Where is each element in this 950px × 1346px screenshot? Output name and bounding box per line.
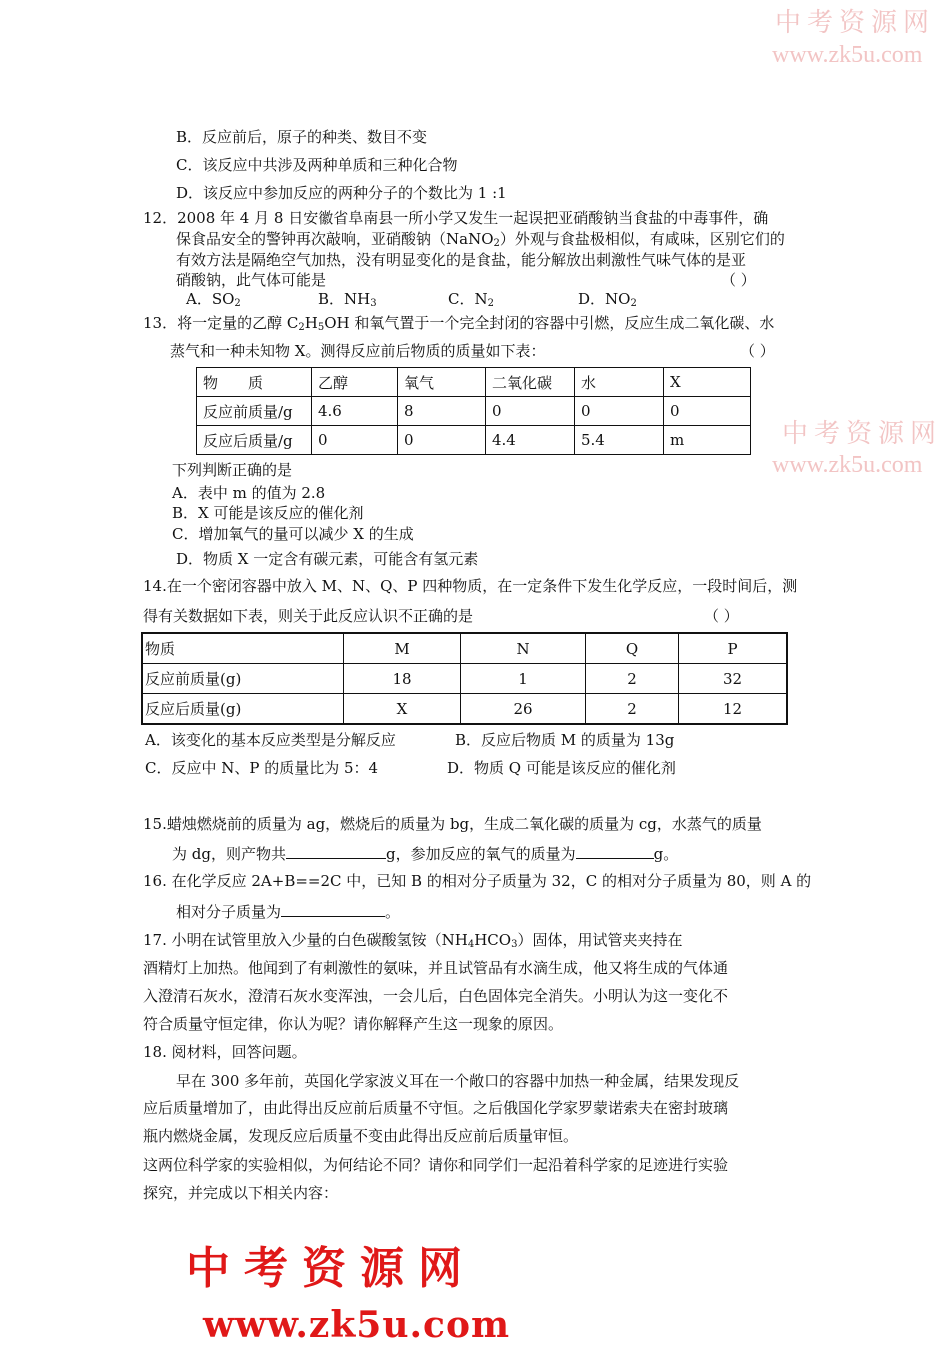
q14-option-c: C．反应中 N、P 的质量比为 5：4 <box>145 759 379 777</box>
table-cell: 反应后质量/g <box>197 426 312 455</box>
table-row <box>197 426 751 455</box>
q18-line-2: 早在 300 多年前，英国化学家波义耳在一个敞口的容器中加热一种金属，结果发现反 <box>176 1072 740 1090</box>
table-cell: 2 <box>586 694 679 725</box>
q16-line-1: 16. 在化学反应 2A+B==2C 中，已知 B 的相对分子质量为 32，C 的相对分子质量为 80，则 A 的 <box>143 872 812 890</box>
q12-line-3: 有效方法是隔绝空气加热，没有明显变化的是食盐，能分解放出刺激性气味气体的是亚 <box>176 251 747 269</box>
table-cell: 氧气 <box>398 368 486 397</box>
table-cell: 物质 <box>142 633 344 664</box>
watermark-url-top: www.zk5u.com <box>772 42 923 68</box>
q18-line-1: 18. 阅材料，回答问题。 <box>143 1043 307 1061</box>
q12-option-a: A．$SO_2$ <box>186 290 241 309</box>
table-cell: M <box>344 633 461 664</box>
table-cell: 反应前质量/g <box>197 397 312 426</box>
table-row <box>142 664 787 694</box>
q18-line-5: 这两位科学家的实验相似，为何结论不同？请你和同学们一起沿着科学家的足迹进行实验 <box>143 1156 729 1174</box>
q14-option-a: A．该变化的基本反应类型是分解反应 <box>145 731 396 749</box>
table-cell: 0 <box>398 426 486 455</box>
table-cell: 26 <box>461 694 586 725</box>
q17-line-3: 入澄清石灰水，澄清石灰水变浑浊，一会儿后，白色固体完全消失。小明认为这一变化不 <box>143 987 729 1005</box>
footer-logo-cn: 中考资源网 <box>186 1243 476 1294</box>
table-cell: 4.4 <box>486 426 575 455</box>
q13-option-c: C．增加氧气的量可以减少 X 的生成 <box>172 525 414 543</box>
q12-option-b: B．$NH_3$ <box>318 290 377 309</box>
q12-line-2: 保食品安全的警钟再次敲响，亚硝酸钠（NaNO$_2$）外观与食盐极相似，有咸味，区别它们的 <box>176 230 785 249</box>
table-cell: X <box>664 368 751 397</box>
q14-option-d: D．物质 Q 可能是该反应的催化剂 <box>447 759 676 777</box>
q13-answer-paren: （ ） <box>740 342 775 360</box>
q13-option-b: B．X 可能是该反应的催化剂 <box>172 504 364 522</box>
table-cell: 乙醇 <box>312 368 398 397</box>
q13-prompt: 下列判断正确的是 <box>172 461 293 479</box>
watermark-cn-mid: 中考资源网 <box>782 419 943 448</box>
q12-line-1: 12．2008 年 4 月 8 日安徽省阜南县一所小学又发生一起误把亚硝酸钠当食盐的中毒事件，确 <box>143 209 769 227</box>
q13-mass-table <box>196 367 751 455</box>
table-cell: 12 <box>679 694 788 725</box>
table-cell: N <box>461 633 586 664</box>
q16-answer-blank[interactable] <box>281 901 385 917</box>
q18-line-4: 瓶内燃烧金属，发现反应后质量不变由此得出反应前后质量审恒。 <box>143 1127 579 1145</box>
table-row <box>197 397 751 426</box>
table-cell: X <box>344 694 461 725</box>
watermark-url-mid: www.zk5u.com <box>772 452 923 478</box>
watermark-cn-top: 中考资源网 <box>775 8 936 37</box>
q15-line-2: 为 dg，则产物共 g，参加反应的氧气的质量为 g。 <box>172 845 679 863</box>
table-cell: 0 <box>664 397 751 426</box>
table-cell: 8 <box>398 397 486 426</box>
q17-line-2: 酒精灯上加热。他闻到了有刺激性的氨味，并且试管品有水滴生成，他又将生成的气体通 <box>143 959 729 977</box>
table-header-row <box>142 633 787 664</box>
table-cell: 二氧化碳 <box>486 368 575 397</box>
q13-option-a: A．表中 m 的值为 2.8 <box>172 484 326 502</box>
q15-answer-blank-2[interactable] <box>576 843 654 859</box>
q12-line-4: 硝酸钠，此气体可能是 <box>176 271 327 289</box>
q13-line-1: 13．将一定量的乙醇 $C_2H_5OH$ 和氧气置于一个完全封闭的容器中引燃，反应生成二氧化碳、水 <box>143 314 775 333</box>
q11-option-b: B．反应前后，原子的种类、数目不变 <box>176 128 428 146</box>
table-cell: 0 <box>312 426 398 455</box>
q11-option-d: D．该反应中参加反应的两种分子的个数比为 1 :1 <box>176 184 507 202</box>
table-cell: 5.4 <box>575 426 664 455</box>
q14-answer-paren: （ ） <box>704 607 739 625</box>
q12-option-c: C．$N_2$ <box>448 290 494 309</box>
q18-line-3: 应后质量增加了，由此得出反应前后质量不守恒。之后俄国化学家罗蒙诺索夫在密封玻璃 <box>143 1099 729 1117</box>
q14-option-b: B．反应后物质 M 的质量为 13g <box>455 731 675 749</box>
table-cell: 0 <box>575 397 664 426</box>
q18-line-6: 探究，并完成以下相关内容： <box>143 1184 339 1202</box>
table-cell: 32 <box>679 664 788 694</box>
table-cell: 4.6 <box>312 397 398 426</box>
table-cell: 0 <box>486 397 575 426</box>
table-cell: 1 <box>461 664 586 694</box>
table-row <box>142 694 787 725</box>
table-cell: 反应前质量(g) <box>142 664 344 694</box>
q14-mass-table <box>141 632 788 725</box>
q15-answer-blank-1[interactable] <box>286 843 386 859</box>
table-cell: Q <box>586 633 679 664</box>
q13-option-d: D．物质 X 一定含有碳元素，可能含有氢元素 <box>176 550 479 568</box>
table-cell: P <box>679 633 788 664</box>
q11-option-c: C．该反应中共涉及两种单质和三种化合物 <box>176 156 458 174</box>
q17-line-1: 17. 小明在试管里放入少量的白色碳酸氢铵$(NH_4HCO_3)$固体，用试管夹夹持在 <box>143 931 683 950</box>
table-cell: 水 <box>575 368 664 397</box>
q17-line-4: 符合质量守恒定律，你认为呢？请你解释产生这一现象的原因。 <box>143 1015 564 1033</box>
table-cell: 2 <box>586 664 679 694</box>
q14-line-1: 14.在一个密闭容器中放入 M、N、Q、P 四种物质，在一定条件下发生化学反应，一段时间后，测 <box>143 577 798 595</box>
q12-option-d: D．$NO_2$ <box>578 290 637 309</box>
q13-line-2: 蒸气和一种未知物 X。测得反应前后物质的质量如下表： <box>170 342 546 360</box>
q12-answer-paren: （ ） <box>721 271 756 289</box>
q14-line-2: 得有关数据如下表，则关于此反应认识不正确的是 <box>143 607 474 625</box>
table-cell: 反应后质量(g) <box>142 694 344 725</box>
q16-line-2: 相对分子质量为 。 <box>176 903 401 921</box>
footer-logo-url: www.zk5u.com <box>203 1304 511 1346</box>
table-cell: 物 质 <box>197 368 312 397</box>
table-cell: 18 <box>344 664 461 694</box>
q15-line-1: 15.蜡烛燃烧前的质量为 ag，燃烧后的质量为 bg，生成二氧化碳的质量为 cg，水蒸气的质量 <box>143 815 762 833</box>
table-header-row <box>197 368 751 397</box>
table-cell: m <box>664 426 751 455</box>
